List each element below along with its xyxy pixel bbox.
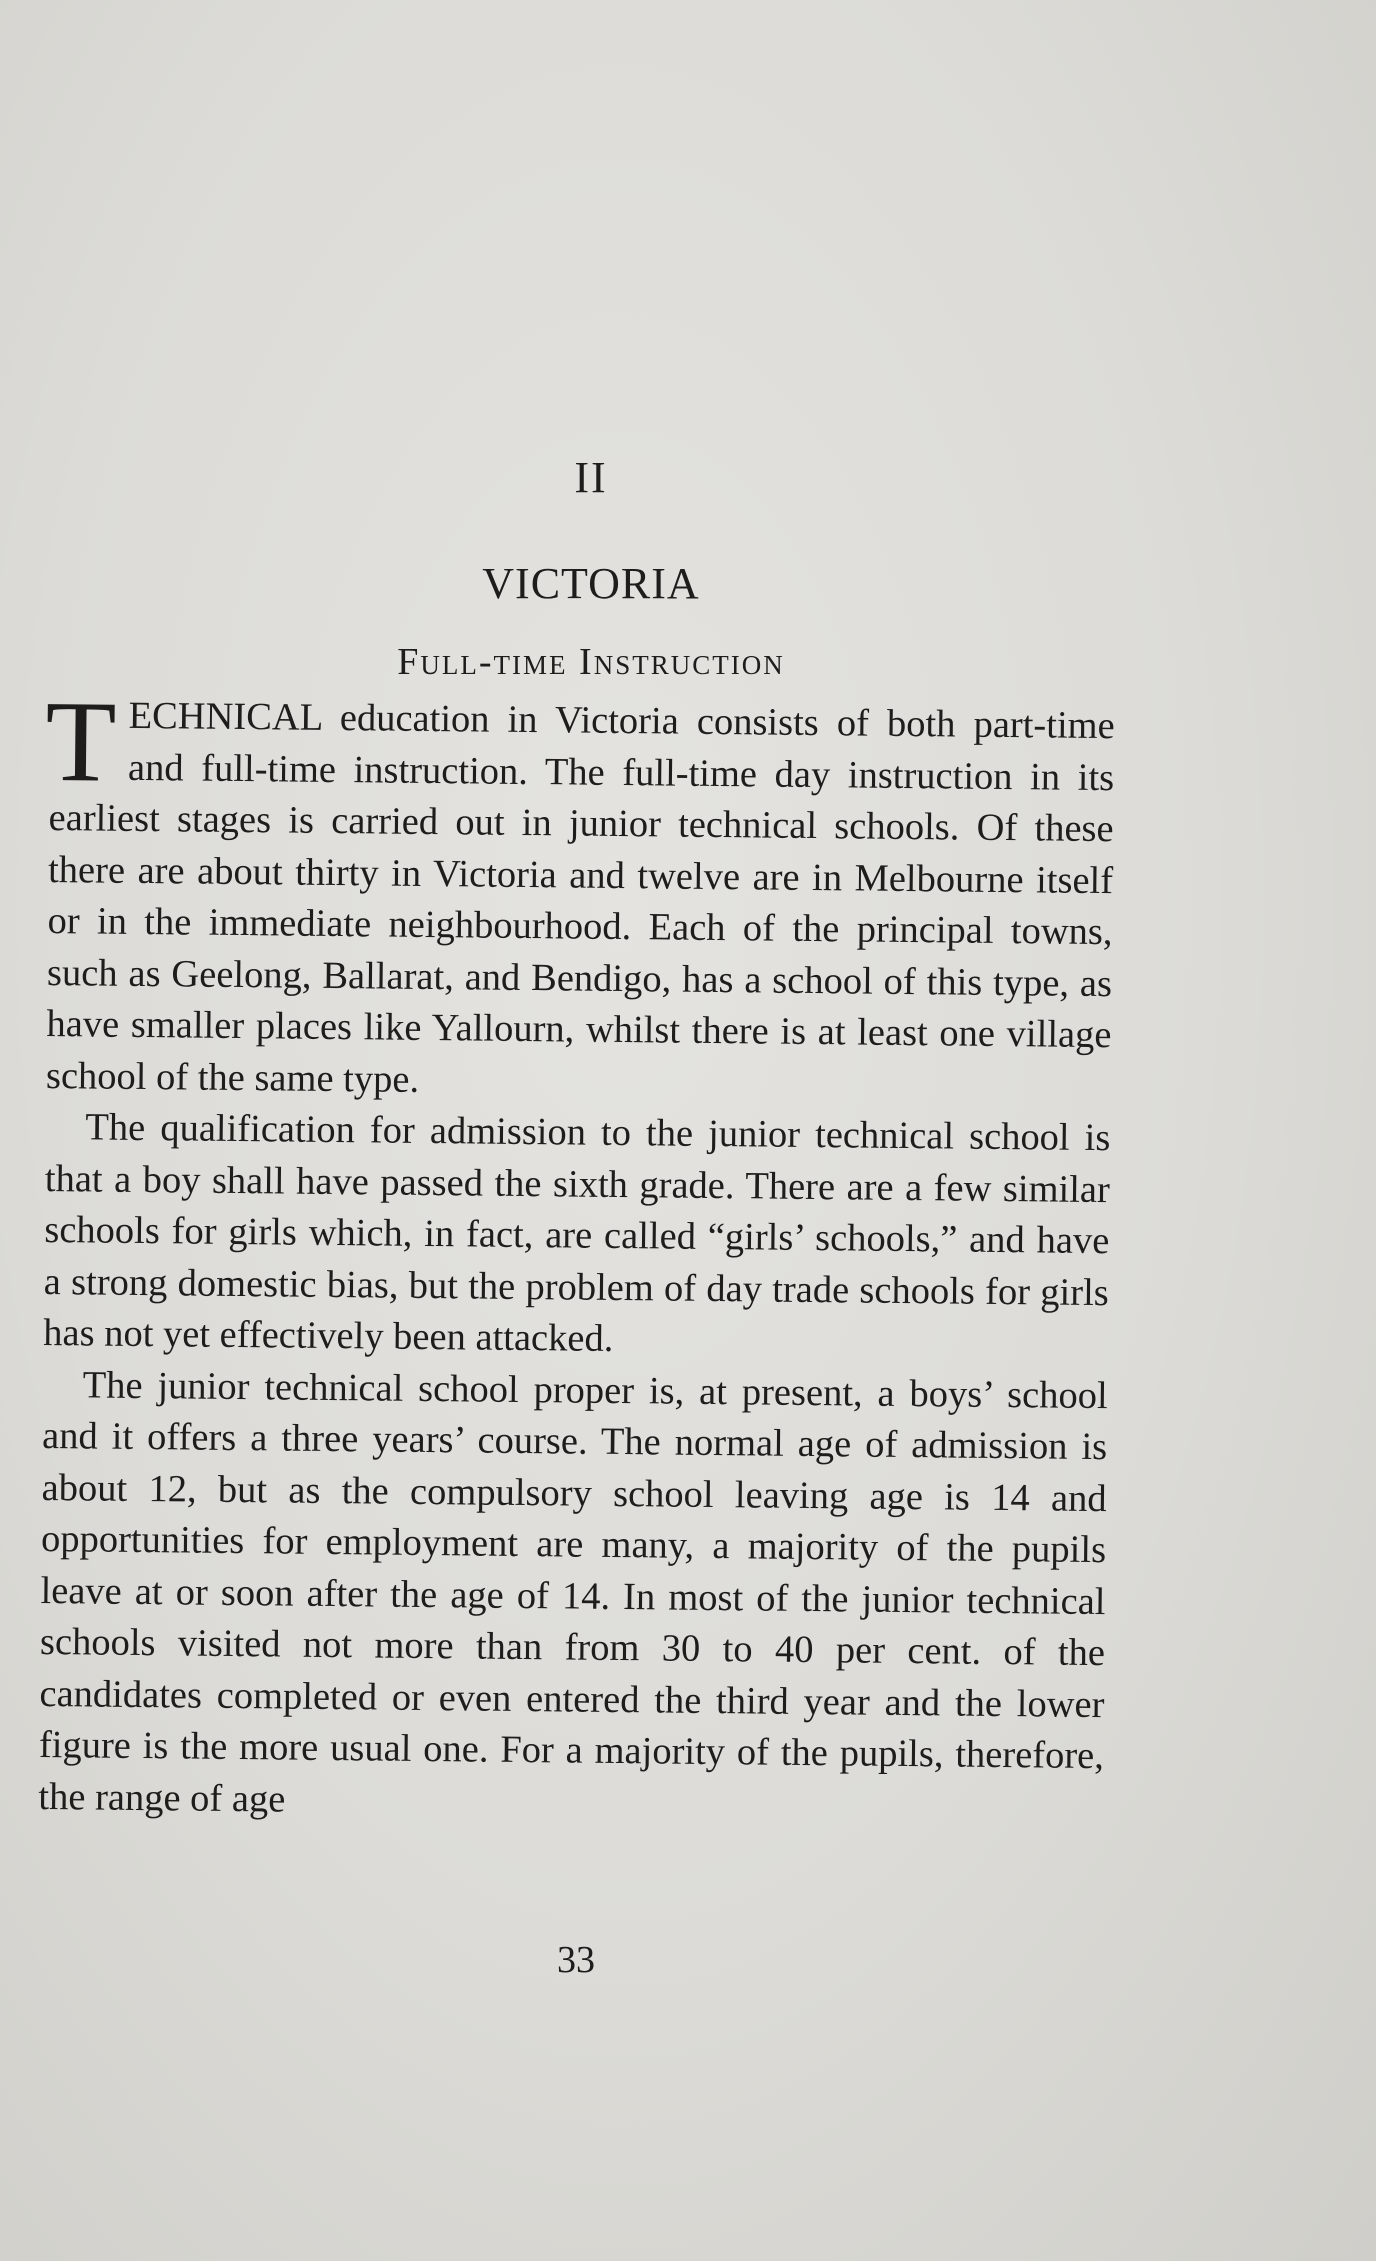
body-text <box>38 677 1115 1834</box>
paragraph-2: The qualification for admission to the junior technical school is that a boy shall have passed the sixth grade. There are a few similar schools for girls which, in fact, are called “girls’ schools,” and have a strong domestic bias, but the problem of day trade schools for girls has not yet effectively been attacked. <box>43 1106 1111 1360</box>
paragraph-1 <box>44 677 1115 1113</box>
page-number: 33 <box>557 1939 595 1981</box>
section-heading: Full-time Instruction <box>397 641 785 683</box>
chapter-number: II <box>574 453 608 502</box>
drop-cap: T <box>44 677 117 807</box>
paragraph-1-text: ECHNICAL education in Victoria consists of both part-time and full-time instruction. The full-time day instruction in its earliest stages is carried out in junior technical schools. Of these there are about thirty in Victoria and twelve are in Melbourne itself or in the immediate neighbourhood. Each of the principal towns, such as Geelong, Ballarat, and Bendigo, has a school of this type, as have smaller places like Yallourn, whilst there is at least one village school of the same type. <box>45 694 1115 1101</box>
chapter-title: VICTORIA <box>482 559 700 608</box>
paragraph-3: The junior technical school proper is, at present, a boys’ school and it offers a three years’ course. The normal age of admission is about 12, but as the compulsory school leaving age is 14 and opportunities for employment are many, a majority of the pupils leave at or soon after the age of 14. In most of the junior technical schools visited not more than from 30 to 40 per cent. of the candidates completed or even entered the third year and the lower figure is the more usual one. For a majority of the pupils, therefore, the range of age <box>38 1363 1108 1821</box>
